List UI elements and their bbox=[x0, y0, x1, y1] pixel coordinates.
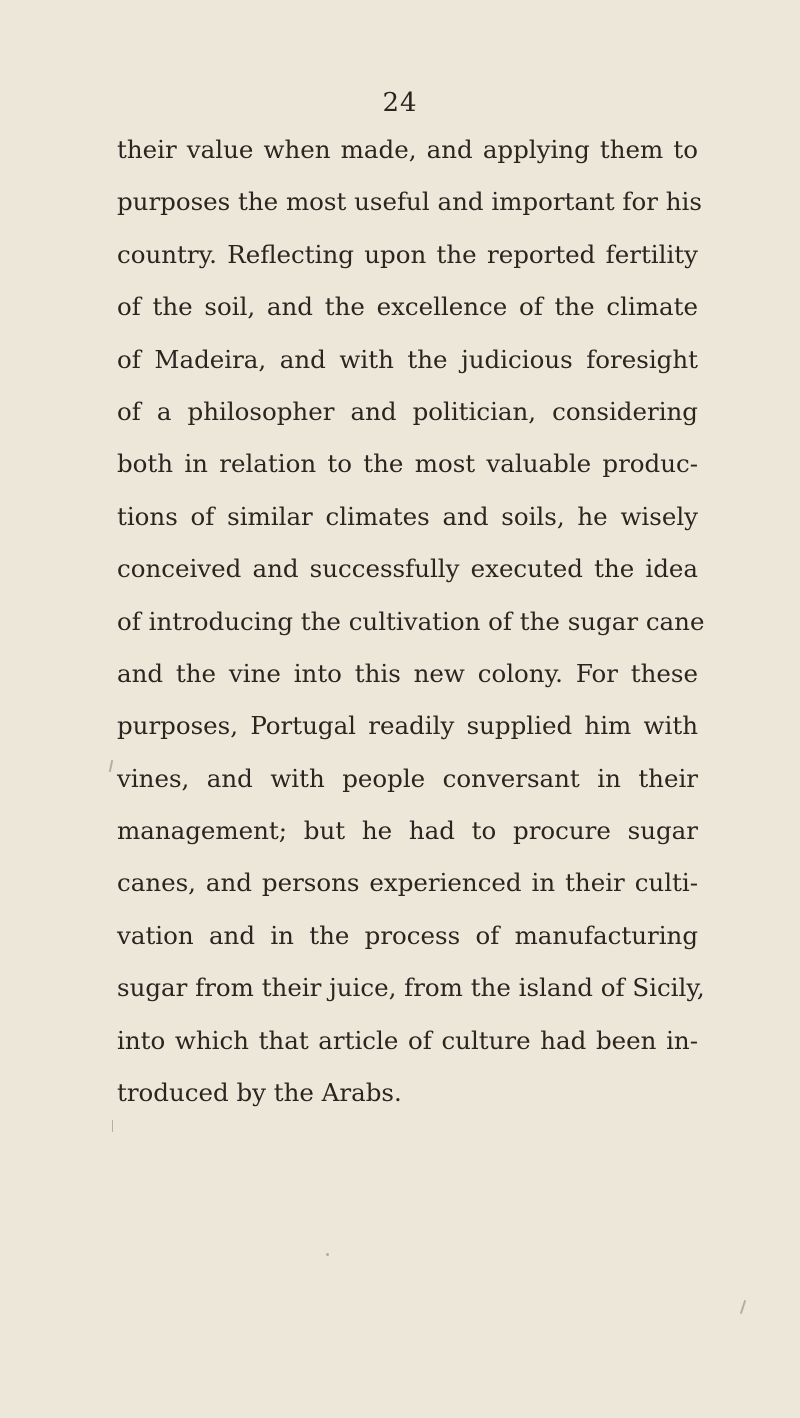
text-line: purposes, Portugal readily supplied him with bbox=[117, 711, 698, 741]
text-line: of a philosopher and politician, considering bbox=[117, 396, 698, 426]
text-line: both in relation to the most valuable produc- bbox=[117, 449, 698, 479]
text-line: sugar from their juice, from the island of Sicily, bbox=[117, 973, 705, 1003]
text-line: tions of similar climates and soils, he wisely bbox=[117, 501, 698, 531]
text-line: country. Reflecting upon the reported fertility bbox=[117, 239, 698, 269]
text-line: of Madeira, and with the judicious foresight bbox=[117, 344, 698, 374]
body-text bbox=[117, 124, 705, 1119]
paper-speck bbox=[109, 760, 113, 772]
paper-speck bbox=[740, 1300, 746, 1314]
text-line: of the soil, and the excellence of the climate bbox=[117, 292, 698, 322]
text-line: vines, and with people conversant in their bbox=[117, 763, 698, 793]
page-number: 24 bbox=[382, 88, 418, 118]
text-line: of introducing the cultivation of the sugar cane bbox=[117, 606, 705, 636]
text-line: vation and in the process of manufacturing bbox=[117, 920, 698, 950]
text-line: management; but he had to procure sugar bbox=[117, 816, 698, 846]
paper-speck bbox=[112, 1120, 113, 1132]
text-line: canes, and persons experienced in their culti- bbox=[117, 868, 698, 898]
text-line: and the vine into this new colony. For these bbox=[117, 658, 698, 688]
text-line: troduced by the Arabs. bbox=[117, 1078, 402, 1108]
paper-speck bbox=[326, 1253, 329, 1256]
text-line: into which that article of culture had been in- bbox=[117, 1025, 698, 1055]
text-line: purposes the most useful and important for his bbox=[117, 187, 702, 217]
text-line: their value when made, and applying them to bbox=[117, 135, 698, 164]
text-line: conceived and successfully executed the idea bbox=[117, 554, 698, 584]
